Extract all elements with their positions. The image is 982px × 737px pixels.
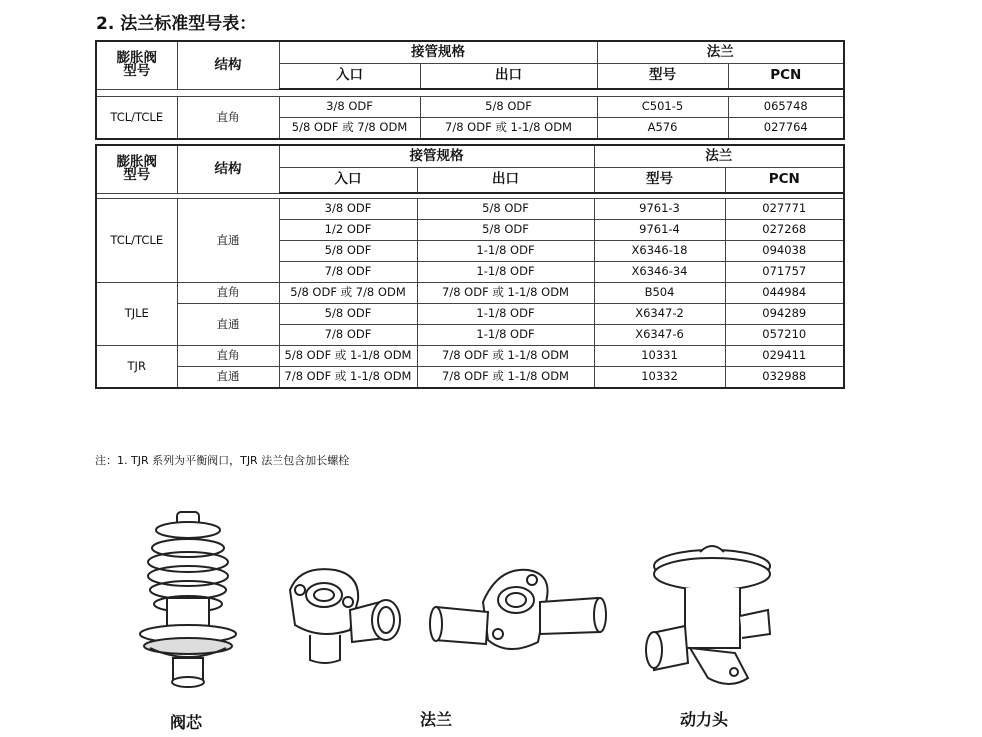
flange-cell: 10332 <box>594 367 725 389</box>
inlet-cell: 5/8 ODF 或 7/8 ODM <box>279 118 420 140</box>
table-row <box>96 199 844 220</box>
flange-table-straight <box>95 144 845 389</box>
flange-cell: X6346-18 <box>594 241 725 262</box>
pcn-cell: 032988 <box>725 367 844 389</box>
model-cell: TJLE <box>96 283 177 346</box>
outlet-cell: 7/8 ODF 或 1-1/8 ODM <box>417 283 594 304</box>
inlet-cell: 1/2 ODF <box>279 220 417 241</box>
inlet-cell: 3/8 ODF <box>279 199 417 220</box>
pcn-cell: 044984 <box>725 283 844 304</box>
header-model: 膨胀阀 型号 <box>96 41 177 89</box>
valve-core-illustration <box>135 508 245 698</box>
pcn-cell: 027771 <box>725 199 844 220</box>
outlet-cell: 1-1/8 ODF <box>417 262 594 283</box>
table-row <box>96 304 844 325</box>
outlet-cell: 1-1/8 ODF <box>417 325 594 346</box>
pcn-cell: 057210 <box>725 325 844 346</box>
structure-cell: 直角 <box>177 97 279 140</box>
model-cell: TJR <box>96 346 177 389</box>
pcn-cell: 029411 <box>725 346 844 367</box>
outlet-cell: 5/8 ODF <box>417 220 594 241</box>
flange-cell: 9761-4 <box>594 220 725 241</box>
flange-cell: X6347-2 <box>594 304 725 325</box>
inlet-cell: 7/8 ODF <box>279 325 417 346</box>
inlet-cell: 5/8 ODF 或 7/8 ODM <box>279 283 417 304</box>
model-cell: TCL/TCLE <box>96 199 177 283</box>
header-pcn: PCN <box>725 168 844 194</box>
structure-cell: 直通 <box>177 199 279 283</box>
inlet-cell: 5/8 ODF 或 1-1/8 ODM <box>279 346 417 367</box>
outlet-cell: 1-1/8 ODF <box>417 304 594 325</box>
header-flange: 法兰 <box>594 145 844 168</box>
header-structure: 结构 <box>177 41 279 89</box>
inlet-cell: 3/8 ODF <box>279 97 420 118</box>
inlet-cell: 7/8 ODF <box>279 262 417 283</box>
header-outlet: 出口 <box>417 168 594 194</box>
outlet-cell: 1-1/8 ODF <box>417 241 594 262</box>
outlet-cell: 5/8 ODF <box>417 199 594 220</box>
pcn-cell: 065748 <box>728 97 844 118</box>
header-pcn: PCN <box>728 64 844 90</box>
pcn-cell: 027764 <box>728 118 844 140</box>
outlet-cell: 7/8 ODF 或 1-1/8 ODM <box>417 367 594 389</box>
inlet-cell: 5/8 ODF <box>279 304 417 325</box>
model-cell: TCL/TCLE <box>96 97 177 140</box>
outlet-cell: 5/8 ODF <box>420 97 597 118</box>
table-row <box>96 346 844 367</box>
pcn-cell: 027268 <box>725 220 844 241</box>
header-pipe-spec: 接管规格 <box>279 41 597 64</box>
header-outlet: 出口 <box>420 64 597 90</box>
structure-cell: 直角 <box>177 283 279 304</box>
flange-illustration-2 <box>428 562 608 672</box>
section-title: 2. 法兰标准型号表： <box>96 14 257 34</box>
header-inlet: 入口 <box>279 168 417 194</box>
flange-illustration-1 <box>280 560 410 670</box>
inlet-cell: 5/8 ODF <box>279 241 417 262</box>
structure-cell: 直角 <box>177 346 279 367</box>
header-pipe-spec: 接管规格 <box>279 145 594 168</box>
flange-cell: X6347-6 <box>594 325 725 346</box>
pcn-cell: 094289 <box>725 304 844 325</box>
pcn-cell: 071757 <box>725 262 844 283</box>
flange-cell: X6346-34 <box>594 262 725 283</box>
power-head-illustration <box>640 538 780 698</box>
caption-power-head: 动力头 <box>680 710 729 729</box>
header-inlet: 入口 <box>279 64 420 90</box>
header-flange: 法兰 <box>597 41 844 64</box>
outlet-cell: 7/8 ODF 或 1-1/8 ODM <box>420 118 597 140</box>
header-structure: 结构 <box>177 145 279 193</box>
header-flange-model: 型号 <box>594 168 725 194</box>
header-model: 膨胀阀 型号 <box>96 145 177 193</box>
flange-cell: 9761-3 <box>594 199 725 220</box>
flange-cell: B504 <box>594 283 725 304</box>
outlet-cell: 7/8 ODF 或 1-1/8 ODM <box>417 346 594 367</box>
table-row <box>96 283 844 304</box>
flange-cell: C501-5 <box>597 97 728 118</box>
table-row <box>96 97 844 118</box>
inlet-cell: 7/8 ODF 或 1-1/8 ODM <box>279 367 417 389</box>
flange-table-right-angle <box>95 40 845 140</box>
pcn-cell: 094038 <box>725 241 844 262</box>
caption-valve-core: 阀芯 <box>170 713 203 732</box>
flange-cell: 10331 <box>594 346 725 367</box>
structure-cell: 直通 <box>177 304 279 346</box>
header-flange-model: 型号 <box>597 64 728 90</box>
caption-flange: 法兰 <box>420 710 453 729</box>
flange-cell: A576 <box>597 118 728 140</box>
table-row <box>96 367 844 389</box>
footnote: 注：1. TJR 系列为平衡阀口，TJR 法兰包含加长螺栓 <box>95 454 350 467</box>
structure-cell: 直通 <box>177 367 279 389</box>
